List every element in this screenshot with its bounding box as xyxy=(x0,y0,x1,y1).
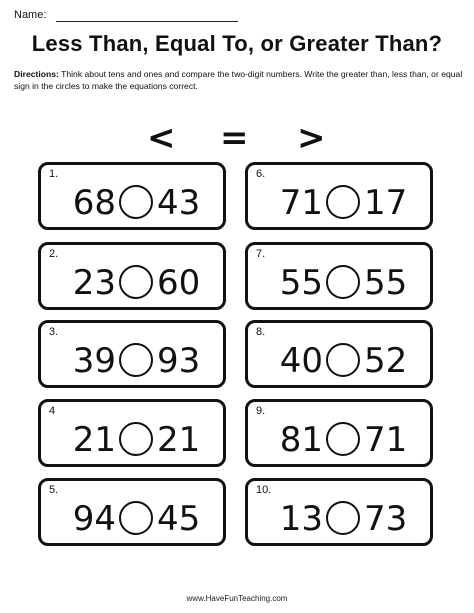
right-number: 17 xyxy=(364,183,408,223)
problem-card xyxy=(245,162,433,230)
problem-card xyxy=(245,478,433,546)
answer-circle[interactable] xyxy=(326,185,360,219)
right-number: 73 xyxy=(364,499,408,539)
left-number: 55 xyxy=(279,263,323,303)
problem-card xyxy=(38,242,226,310)
left-number: 23 xyxy=(72,263,116,303)
problem-number: 8. xyxy=(256,326,266,338)
right-number: 55 xyxy=(364,263,408,303)
left-number: 40 xyxy=(279,341,323,381)
greater-than-symbol: > xyxy=(297,118,326,158)
left-number: 81 xyxy=(279,420,323,460)
problem-number: 7. xyxy=(256,248,266,260)
left-number: 71 xyxy=(279,183,323,223)
problem-card xyxy=(245,242,433,310)
less-than-symbol: < xyxy=(147,118,176,158)
problem-number: 3. xyxy=(49,326,59,338)
left-number: 13 xyxy=(279,499,323,539)
right-number: 71 xyxy=(364,420,408,460)
footer-url: www.HaveFunTeaching.com xyxy=(186,594,288,603)
left-number: 39 xyxy=(72,341,116,381)
answer-circle[interactable] xyxy=(119,185,153,219)
answer-circle[interactable] xyxy=(326,265,360,299)
right-number: 45 xyxy=(157,499,201,539)
answer-circle[interactable] xyxy=(119,265,153,299)
answer-circle[interactable] xyxy=(326,501,360,535)
problem-card xyxy=(38,478,226,546)
answer-circle[interactable] xyxy=(326,343,360,377)
answer-circle[interactable] xyxy=(119,501,153,535)
equal-symbol: = xyxy=(220,118,249,158)
problem-number: 10. xyxy=(256,484,272,496)
problem-number: 1. xyxy=(49,168,59,180)
right-number: 43 xyxy=(157,183,201,223)
directions-text: Think about tens and ones and compare the two-digit numbers. Write the greater than, less than, or equal sign in the circles to make the equations correct. xyxy=(14,69,463,91)
right-number: 93 xyxy=(157,341,201,381)
right-number: 52 xyxy=(364,341,408,381)
problem-number: 5. xyxy=(49,484,59,496)
page-title: Less Than, Equal To, or Greater Than? xyxy=(31,31,443,56)
right-number: 60 xyxy=(157,263,201,303)
answer-circle[interactable] xyxy=(119,343,153,377)
problem-number: 4 xyxy=(49,405,56,417)
problem-number: 6. xyxy=(256,168,266,180)
left-number: 68 xyxy=(72,183,116,223)
right-number: 21 xyxy=(157,420,201,460)
problem-number: 9. xyxy=(256,405,266,417)
symbol-row xyxy=(0,118,474,158)
problem-card xyxy=(38,399,226,467)
name-line[interactable] xyxy=(56,21,238,22)
left-number: 21 xyxy=(72,420,116,460)
problem-card xyxy=(245,399,433,467)
problem-number: 2. xyxy=(49,248,59,260)
problem-card xyxy=(38,320,226,388)
directions-label: Directions: xyxy=(14,69,59,79)
problem-card xyxy=(245,320,433,388)
directions xyxy=(14,69,464,92)
left-number: 94 xyxy=(72,499,116,539)
name-label: Name: xyxy=(14,9,47,21)
answer-circle[interactable] xyxy=(326,422,360,456)
problem-card xyxy=(38,162,226,230)
answer-circle[interactable] xyxy=(119,422,153,456)
